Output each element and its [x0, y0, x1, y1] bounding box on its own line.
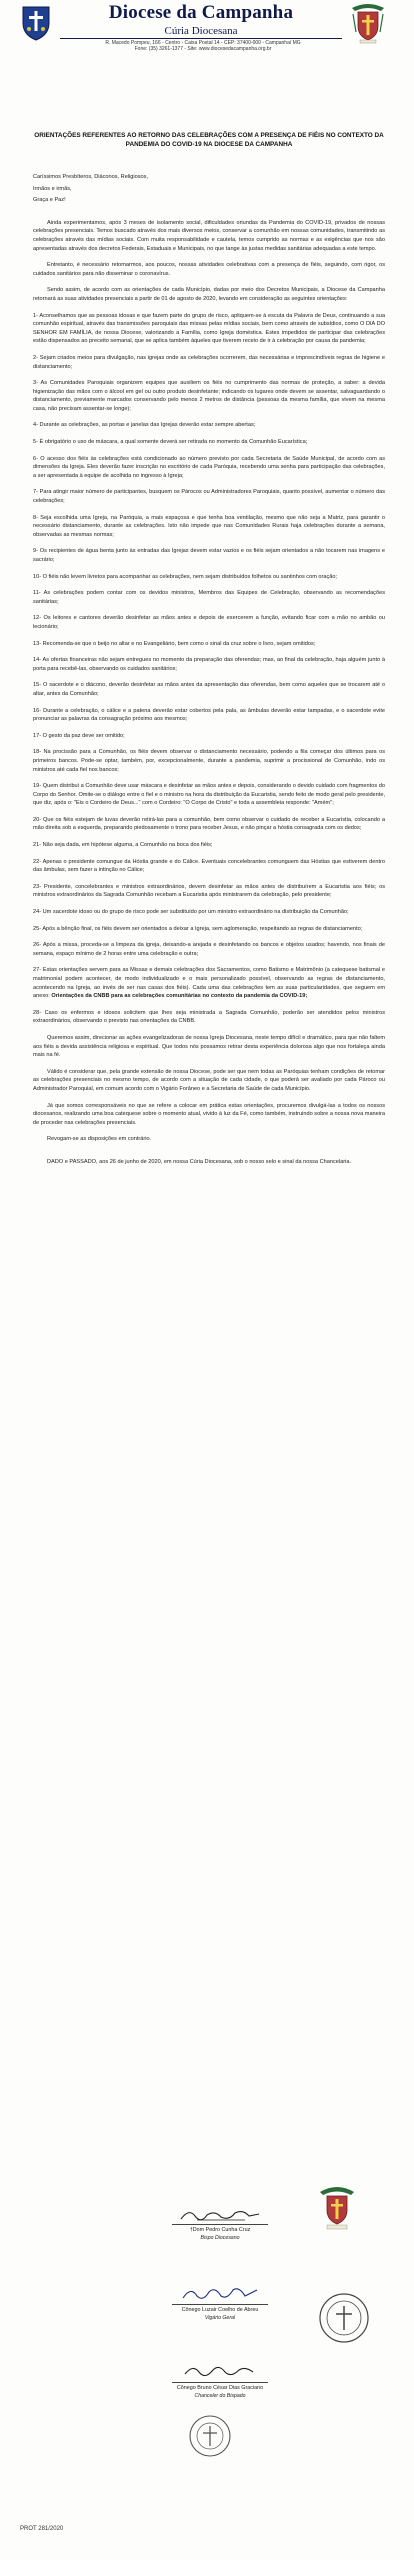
contact-line: Fone: (35) 3261-1377 - Site: www.diocesedacampanha.org.br: [134, 46, 272, 52]
signatory-role: Vigário Geral: [204, 2315, 236, 2321]
guideline-item: 5- É obrigatório o uso de máscara, a qual somente deverá ser retirada no momento da Comunhão Eucarística;: [33, 439, 308, 446]
signatory-name: Cônego Bruno César Dias Graciano: [176, 2385, 264, 2391]
intro-paragraph: Sendo assim, de acordo com as orientações de cada Município, dadas por meio dos Decretos Municipais, a Diocese da Campanha retornará as suas atividades presenciais a partir de 01 de agosto de 2020, levando em consideração as seguintes orientações:: [33, 287, 385, 302]
guideline-item: 2- Sejam criados meios para divulgação, nas igrejas onde as celebrações ocorrerem, das necessárias e imprescindíveis regras de higiene e distanciamento;: [33, 354, 385, 370]
date-line: DADO e PASSADO, aos 26 de junho de 2020, em nossa Cúria Diocesana, sob o nosso selo e sinal da nossa Chancelaria.: [47, 1158, 351, 1165]
handwritten-signature-icon: [175, 2362, 265, 2382]
signature-bishop: [140, 2206, 300, 2241]
letterhead: [0, 0, 414, 60]
closing-paragraph: Revogam-se as disposições em contrário.: [47, 1136, 152, 1143]
guideline-item: 20- Que os fiéis estejam de luvas deverão retirá-las para a comunhão, bem como observar o cuidado de receber a Eucaristia, colocando a mão direita sob a esquerda, preparando piedosamente o trono para receber Jesus, e não pinçar a hóstia consagrada com os dedos;: [33, 816, 385, 832]
diocese-round-seal-icon: [318, 2292, 370, 2344]
guideline-item: 14- As ofertas financeiras não sejam entregues no momento da preparação das oferendas; mas, ao final da celebração, haja alguém junto à porta para recebê-las, observando os cuidados sanitários;: [33, 657, 385, 672]
cnbb-guidelines-reference: Orientações da CNBB para as celebrações comunitárias no contexto da pandemia da COVID-19;: [51, 993, 308, 1000]
guideline-item: 8- Seja escolhida uma Igreja, na Paróquia, a mais espaçosa e que tenha boa ventilação, mesmo que não seja a Matriz, para garantir o necessário distanciamento, durante as celebrações. Isto não impede que nas Comunidades Rurais haja celebrações durante a semana, observadas as mesmas normas;: [33, 514, 385, 538]
signatory-role: Chanceler do Bispado: [194, 2393, 246, 2399]
guideline-item: 3- As Comunidades Paroquiais organizem equipes que auxiliem os fiéis no cumprimento das normas de proteção, a saber: a devida higienização das mãos com o álcool em gel ou outro produto desinfetante; indicando os lugares onde devem se assentar, salvaguardando o distanciamento, previamente marcados conservando pelo menos 2 metros de distância (pessoas da mesma família, que vivem na mesma casa, não precisam assentar-se longe);: [33, 380, 385, 412]
chancery-round-seal-icon: [188, 2414, 232, 2458]
diocese-crest-icon: [20, 3, 52, 41]
signature-line: [172, 2224, 268, 2225]
guideline-item: 28- Caso os enfermos e idosos solicitem que lhes seja ministrada a Sagrada Comunhão, poderão ser atendidos pelos ministros extraordinários, observando o previsto nas orientações da CNBB.: [33, 1009, 385, 1025]
closing-paragraph: Já que somos corresponsáveis no que se refere a colocar em prática estas orientações, procuremos divulgá-las a todos os nossos diocesanos, realizando uma boa catequese sobre o momento atual, vivido à luz da Fé, como também, instruindo sobre a nossa nova maneira de proceder nas celebrações presenciais.: [33, 1102, 385, 1126]
guideline-item-27-text: 27- Estas orientações servem para as Missas e demais celebrações dos Sacramentos, como Batismo e Matrimônio (a catequese batismal e matrimonial podem acontecer, de modo individualizado e o mais personalizado possível, observando as regras de distanciamento, acontecendo na Igreja, ao invés de ser nas casas dos fiéis). Cada uma das celebrações tem as suas particularidades, que seguem em anexo:: [33, 967, 385, 1000]
guideline-item: 13- Recomenda-se que o beijo no altar e no Evangeliário, bem como o sinal da cruz sobre o livro, sejam omitidos;: [33, 640, 316, 647]
guideline-item: 25- Após a bênção final, os fiéis devem ser orientados a deixar a Igreja, sem aglomeração, respeitando as regras de distanciamento;: [33, 925, 363, 932]
guideline-item: 16- Durante a celebração, o cálice e a patena deverão estar cobertos pela pala, as âmbulas deverão estar tampadas, e o sacerdote evite pronunciar as palavras da consagração próximo aos mesmos;: [33, 707, 385, 723]
header-divider: [60, 38, 342, 39]
guideline-item: 17- O gesto da paz deve ser omitido;: [33, 732, 125, 739]
guideline-item: 23- Presidente, concelebrantes e ministros extraordinários, devem desinfetar as mãos antes de distribuírem a Eucaristia aos fiéis; os ministros extraordinários da Sagrada Comunhão recebam a Eucaristia após ministrarem da celebração, pelo presidente;: [33, 883, 385, 899]
guideline-item: 19- Quem distribui a Comunhão deve usar máscara e desinfetar as mãos antes e depois, considerando o devido cuidado com fragmentos do Corpo do Senhor. Omite-se o diálogo entre o fiel e o ministro na hora da distribuição da Eucaristia, sendo feito de modo geral pelo presidente, que diz, após o: "Eis o Cordeiro de Deus..." com o Cordeiro: "O Corpo de Cristo" e toda a assembleia responde: "Amém";: [33, 783, 385, 807]
header-address: [58, 40, 348, 52]
guideline-item-27: [33, 966, 385, 1000]
curia-subtitle: Cúria Diocesana: [164, 25, 238, 37]
salutation-brothers: Irmãos e irmãs,: [33, 185, 72, 192]
guideline-item: 7- Para atingir maior número de participantes, busquem os Párocos ou Administradores Paroquiais, quanto possível, aumentar o número das celebrações;: [33, 489, 385, 505]
guideline-item: 18- Na procissão para a Comunhão, os fiéis devem observar o distanciamento necessário, podendo a fila começar dos últimos para os primeiros bancos. Pode-se optar, também, por, excepcionalmente, durante a pandemia, suprimir a procissional de Comunhão, indo os ministros até cada fiel nos bancos;: [33, 749, 385, 773]
guideline-item: 10- O fiéis não levem livretos para acompanhar as celebrações, nem sejam distribuídos folhetos ou santinhos com oração;: [33, 573, 338, 580]
guideline-item: 4- Durante as celebrações, as portas e janelas das Igrejas deverão estar sempre abertas;: [33, 422, 256, 429]
document-title: ORIENTAÇÕES REFERENTES AO RETORNO DAS CELEBRAÇÕES COM A PRESENÇA DE FIÉIS NO CONTEXTO DA PANDEMIA DO COVID-19 NA DIOCESE DA CAMPANHA: [34, 132, 384, 148]
closing-paragraph: Válido é considerar que, pela grande extensão de nossa Diocese, pode ser que nem todas as Paróquias tenham condições de retomar as celebrações presenciais no mesmo tempo, de acordo com a situação de cada cidade, o que poderá ser avaliado por cada Pároco ou Administrador Paroquial, em comum acordo com o Vigário Forâneo e a Secretaria de Saúde de cada Município.: [33, 1068, 385, 1092]
guideline-item: 24- Um sacerdote idoso ou do grupo de risco pode ser substituído por um ministro extraordinário na distribuição da Comunhão;: [33, 909, 349, 916]
intro-paragraph: Ainda experimentamos, após 3 meses de isolamento social, dificuldades oriundas da Pandemia do COVID-19, privados de nossas celebrações presenciais. Temos buscado através dos mais diversos meios, conservar a comunhão em nossas comunidades, transmitindo as celebrações através das mídias sociais. Com muita responsabilidade e cautela, temos cumprido as normas e as exigências que nos são apresentadas através dos decretos Federais, Estaduais e Municipais, no que tange às justas medidas sanitárias adequadas a este tempo.: [33, 219, 385, 252]
intro-paragraph: Entretanto, é necessário retomarmos, aos poucos, nossas atividades celebrativas com a presença de fiéis, seguindo, com rigor, os cuidados sanitários para não disseminar o coronavírus.: [33, 262, 385, 277]
bishop-seal-icon: [318, 2184, 356, 2230]
bishop-coat-of-arms-icon: [348, 2, 388, 44]
diocese-title: Diocese da Campanha: [108, 2, 294, 23]
guideline-item: 12- Os leitores e cantores deverão desinfetar as mãos antes e depois de exercerem a função, evitando ficar com a mão no ambão ou lecionário;: [33, 615, 385, 630]
signature-line: [172, 2304, 268, 2305]
signatory-name: Cônego Luzair Coelho de Abreu: [181, 2307, 259, 2313]
signatory-name: †Dom Pedro Cunha Cruz: [189, 2227, 251, 2233]
guideline-item: 21- Não seja dada, em hipótese alguma, a Comunhão na boca dos fiéis;: [33, 842, 213, 849]
guideline-item: 11- As celebrações podem contar com os devidos ministros, Membros das Equipes de Celebração, observando as recomendações sanitárias;: [33, 590, 385, 605]
handwritten-signature-icon: [175, 2206, 265, 2224]
guideline-item: 15- O sacerdote e o diácono, deverão desinfetar as mãos antes da apresentação das oferendas, bem como aqueles que se trocarem até o altar, antes da Comunhão;: [33, 682, 385, 697]
guideline-item: 1- Aconselhamos que as pessoas idosas e que fazem parte do grupo de risco, apliquem-se à escuta da Palavra de Deus, continuando a sua comunhão espiritual, através das transmissões paroquiais das missas pelas mídias sociais, bem como através de subsídios, como O DIA DO SENHOR EM FAMÍLIA, de nossa Diocese, valorizando a Família, como Igreja doméstica. Estes impedidos de participar das celebrações estão dispensados ao preceito semanal, que se aplica também àqueles que tiverem receio de ir à celebração por causa da pandemia;: [33, 312, 385, 345]
signatory-role: Bispo Diocesano: [200, 2235, 240, 2241]
signature-line: [172, 2382, 268, 2383]
guideline-item: 6- O acesso dos fiéis às celebrações está condicionado ao número previsto por cada Secretaria de Saúde Municipal, de acordo com as dimensões da Igreja. Eles deverão fazer inscrição no escritório de cada Paróquia, recebendo uma senha para participação das celebrações, a ser apresentada à equipe de acolhida no ingresso à Igreja;: [33, 455, 385, 479]
address-line: R. Macedo Pompeu, 166 - Centro - Caixa Postal 14 - CEP: 37400-000 - Campanha/ MG: [105, 40, 301, 46]
closing-paragraph: Queremos assim, direcionar as ações evangelizadoras de nossa Igreja Diocesana, neste tempo difícil e dramático, para que não faltem aos fiéis a devida assistência religiosa e espiritual. Que todos nós possamos retirar desta experiência dolorosa algo que nos fortaleça ainda mais na fé.: [33, 1034, 385, 1059]
guideline-item: 22- Apenas o presidente comungue da Hóstia grande e do Cálice. Eventuais concelebrantes comunguem das Hóstias que estiverem dentro das âmbulas, sem fazer a intinção no Cálice;: [33, 858, 385, 874]
signature-chancellor: [140, 2362, 300, 2399]
salutation: Caríssimos Presbíteros, Diáconos, Religiosos,: [33, 174, 149, 180]
handwritten-signature-icon: [175, 2284, 265, 2304]
salutation-grace: Graça e Paz!: [33, 197, 66, 204]
protocol-number: PROT 281/2020: [20, 2526, 64, 2532]
signature-vicar-general: [140, 2284, 300, 2321]
guideline-item: 9- Os recipientes de água benta junto às entradas das Igrejas devem estar vazios e os fiéis sejam orientados a não tocarem nas imagens e sacrário;: [33, 548, 385, 563]
guideline-item: 26- Após a missa, proceda-se a limpeza da igreja, deixando-a arejada e desinfetando os bancos e objetos usados; havendo, nos finais de semana, espaço mínimo de 2 horas entre uma celebração e outra;: [33, 942, 385, 957]
letter-body: [33, 131, 385, 1175]
